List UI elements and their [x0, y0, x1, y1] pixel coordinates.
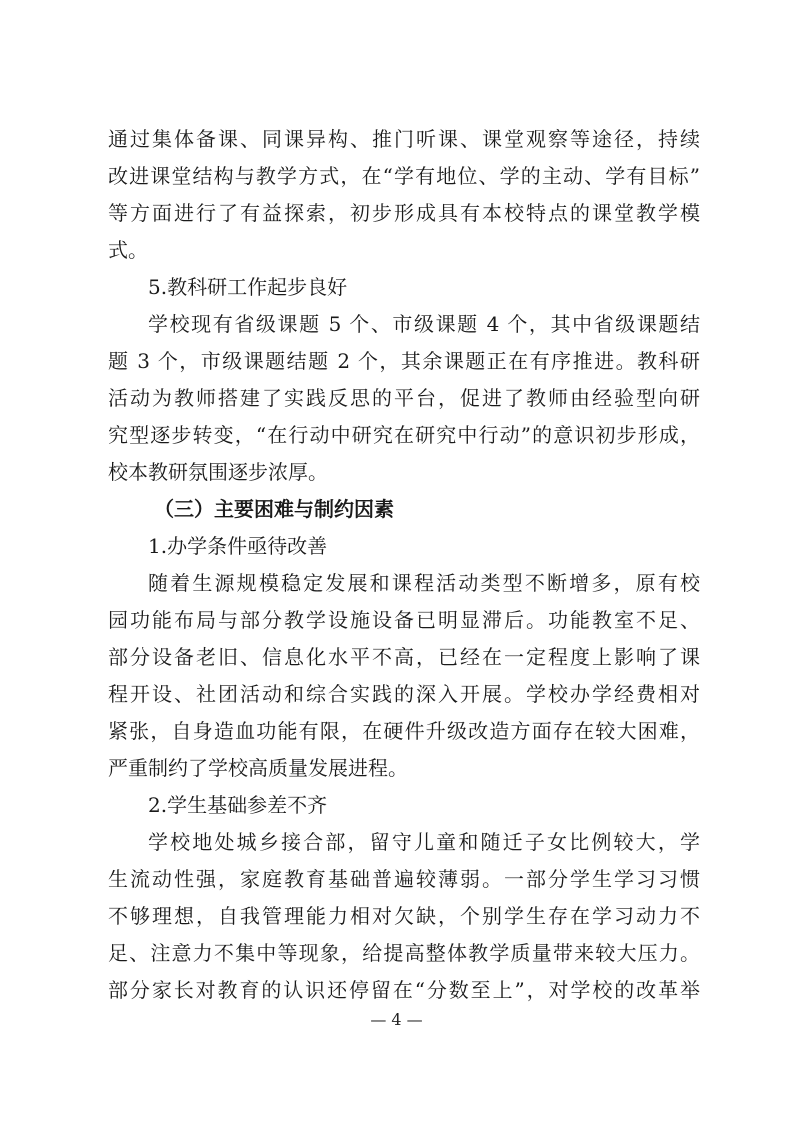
text-line: 紧张，自身造血功能有限，在硬件升级改造方面存在较大困难， [108, 719, 700, 743]
text-line: 学校地处城乡接合部，留守儿童和随迁子女比例较大，学 [148, 830, 700, 854]
subheading-research: 5.教科研工作起步良好 [148, 275, 348, 299]
text-line: 校本教研氛围逐步浓厚。 [108, 460, 328, 484]
text-line: 部分家长对教育的认识还停留在“分数至上”，对学校的改革举 [108, 978, 700, 1002]
text-line: 不够理想，自我管理能力相对欠缺，个别学生存在学习动力不 [108, 904, 700, 928]
text-line: 式。 [108, 238, 148, 262]
text-line: 等方面进行了有益探索，初步形成具有本校特点的课堂教学模 [108, 201, 700, 225]
text-line: 部分设备老旧、信息化水平不高，已经在一定程度上影响了课 [108, 645, 700, 669]
text-line: 究型逐步转变，“在行动中研究在研究中行动”的意识初步形成， [108, 423, 700, 447]
page-number: — 4 — [370, 1010, 423, 1029]
text-line: 足、注意力不集中等现象，给提高整体教学质量带来较大压力。 [108, 941, 700, 965]
text-line: 通过集体备课、同课异构、推门听课、课堂观察等途径，持续 [108, 127, 700, 151]
paragraph-conditions [108, 565, 700, 787]
body-text [108, 121, 700, 1009]
text-line: 程开设、社团活动和综合实践的深入开展。学校办学经费相对 [108, 682, 700, 706]
text-line: 改进课堂结构与教学方式，在“学有地位、学的主动、学有目标” [108, 164, 700, 188]
text-line: 学校现有省级课题 5 个、市级课题 4 个，其中省级课题结 [148, 312, 700, 336]
text-line: 生流动性强，家庭教育基础普遍较薄弱。一部分学生学习习惯 [108, 867, 700, 891]
text-line: 题 3 个，市级课题结题 2 个，其余课题正在有序推进。教科研 [108, 349, 700, 373]
text-line: 严重制约了学校高质量发展进程。 [108, 756, 408, 780]
subheading-students: 2.学生基础参差不齐 [148, 793, 328, 817]
section-heading-difficulties: （三）主要困难与制约因素 [154, 497, 394, 521]
text-line: 随着生源规模稳定发展和课程活动类型不断增多，原有校 [148, 571, 700, 595]
text-line: 园功能布局与部分教学设施设备已明显滞后。功能教室不足、 [108, 608, 700, 632]
paragraph-students [108, 824, 700, 1009]
text-line: 活动为教师搭建了实践反思的平台，促进了教师由经验型向研 [108, 386, 700, 410]
paragraph-classroom-reform [108, 121, 700, 269]
subheading-conditions: 1.办学条件亟待改善 [148, 534, 328, 558]
paragraph-research [108, 306, 700, 491]
